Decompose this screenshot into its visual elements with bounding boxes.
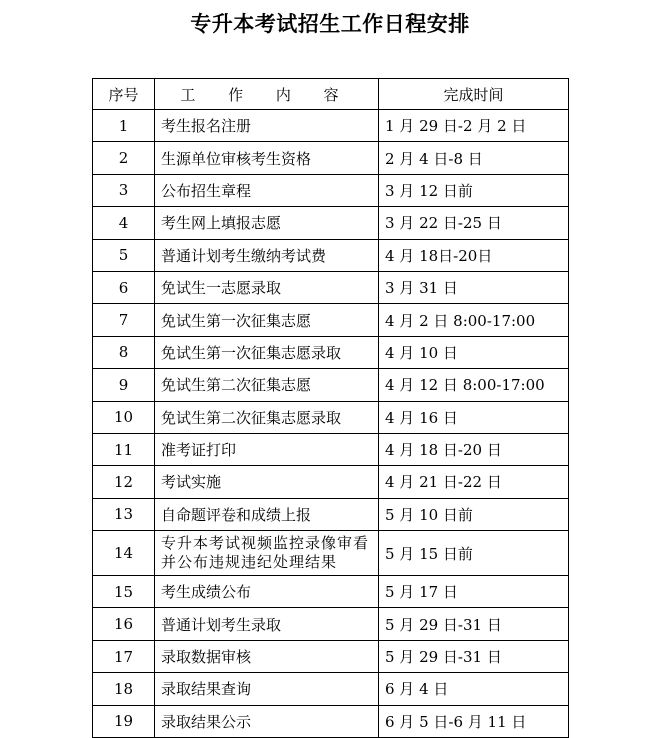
row-task: 录取结果查询	[155, 673, 379, 705]
row-task: 考试实施	[155, 466, 379, 498]
table-header-row	[93, 79, 569, 110]
row-number: 7	[93, 304, 155, 336]
row-task: 考生成绩公布	[155, 576, 379, 608]
table-row	[93, 271, 569, 303]
row-task: 考生网上填报志愿	[155, 207, 379, 239]
page-title: 专升本考试招生工作日程安排	[190, 12, 470, 36]
row-time: 6 月 4 日	[379, 673, 569, 705]
table-row	[93, 576, 569, 608]
schedule-table	[92, 78, 569, 738]
row-time: 4 月 18日-20日	[379, 239, 569, 271]
row-task: 免试生第二次征集志愿录取	[155, 401, 379, 433]
row-task: 免试生第一次征集志愿录取	[155, 336, 379, 368]
row-task: 生源单位审核考生资格	[155, 142, 379, 174]
table-row	[93, 498, 569, 530]
row-time: 6 月 5 日-6 月 11 日	[379, 705, 569, 737]
row-number: 16	[93, 608, 155, 640]
table-row	[93, 239, 569, 271]
row-time: 3 月 22 日-25 日	[379, 207, 569, 239]
row-time: 2 月 4 日-8 日	[379, 142, 569, 174]
row-time: 5 月 15 日前	[379, 531, 569, 576]
table-row	[93, 401, 569, 433]
table-row	[93, 174, 569, 206]
row-time: 1 月 29 日-2 月 2 日	[379, 110, 569, 142]
row-task: 公布招生章程	[155, 174, 379, 206]
row-number: 3	[93, 174, 155, 206]
table-row	[93, 142, 569, 174]
column-header-number: 序号	[93, 79, 155, 110]
table-row	[93, 110, 569, 142]
table-row	[93, 304, 569, 336]
row-task: 自命题评卷和成绩上报	[155, 498, 379, 530]
row-task: 录取数据审核	[155, 640, 379, 672]
row-number: 15	[93, 576, 155, 608]
row-task: 专升本考试视频监控录像审看并公布违规违纪处理结果	[155, 531, 379, 576]
row-number: 13	[93, 498, 155, 530]
row-time: 4 月 12 日 8:00-17:00	[379, 369, 569, 401]
row-task: 录取结果公示	[155, 705, 379, 737]
table-row	[93, 369, 569, 401]
row-time: 3 月 12 日前	[379, 174, 569, 206]
table-row	[93, 705, 569, 737]
table-row	[93, 608, 569, 640]
row-time: 5 月 29 日-31 日	[379, 640, 569, 672]
row-number: 5	[93, 239, 155, 271]
table-row	[93, 336, 569, 368]
column-header-task: 工 作 内 容	[155, 79, 379, 110]
row-time: 4 月 2 日 8:00-17:00	[379, 304, 569, 336]
row-task: 考生报名注册	[155, 110, 379, 142]
row-number: 2	[93, 142, 155, 174]
row-number: 4	[93, 207, 155, 239]
row-number: 1	[93, 110, 155, 142]
row-time: 4 月 16 日	[379, 401, 569, 433]
row-number: 19	[93, 705, 155, 737]
row-number: 18	[93, 673, 155, 705]
table-row	[93, 673, 569, 705]
column-header-time: 完成时间	[379, 79, 569, 110]
row-task: 免试生一志愿录取	[155, 271, 379, 303]
table-row	[93, 640, 569, 672]
row-time: 5 月 10 日前	[379, 498, 569, 530]
row-task: 准考证打印	[155, 433, 379, 465]
row-number: 11	[93, 433, 155, 465]
row-number: 6	[93, 271, 155, 303]
row-time: 4 月 10 日	[379, 336, 569, 368]
row-number: 14	[93, 531, 155, 576]
row-time: 3 月 31 日	[379, 271, 569, 303]
row-number: 9	[93, 369, 155, 401]
row-number: 10	[93, 401, 155, 433]
row-number: 17	[93, 640, 155, 672]
row-number: 12	[93, 466, 155, 498]
row-task: 免试生第一次征集志愿	[155, 304, 379, 336]
row-time: 5 月 29 日-31 日	[379, 608, 569, 640]
row-task: 普通计划考生录取	[155, 608, 379, 640]
row-time: 5 月 17 日	[379, 576, 569, 608]
table-row	[93, 466, 569, 498]
table-row	[93, 207, 569, 239]
table-row	[93, 433, 569, 465]
row-time: 4 月 18 日-20 日	[379, 433, 569, 465]
row-task: 免试生第二次征集志愿	[155, 369, 379, 401]
table-row	[93, 531, 569, 576]
row-number: 8	[93, 336, 155, 368]
row-task: 普通计划考生缴纳考试费	[155, 239, 379, 271]
row-time: 4 月 21 日-22 日	[379, 466, 569, 498]
